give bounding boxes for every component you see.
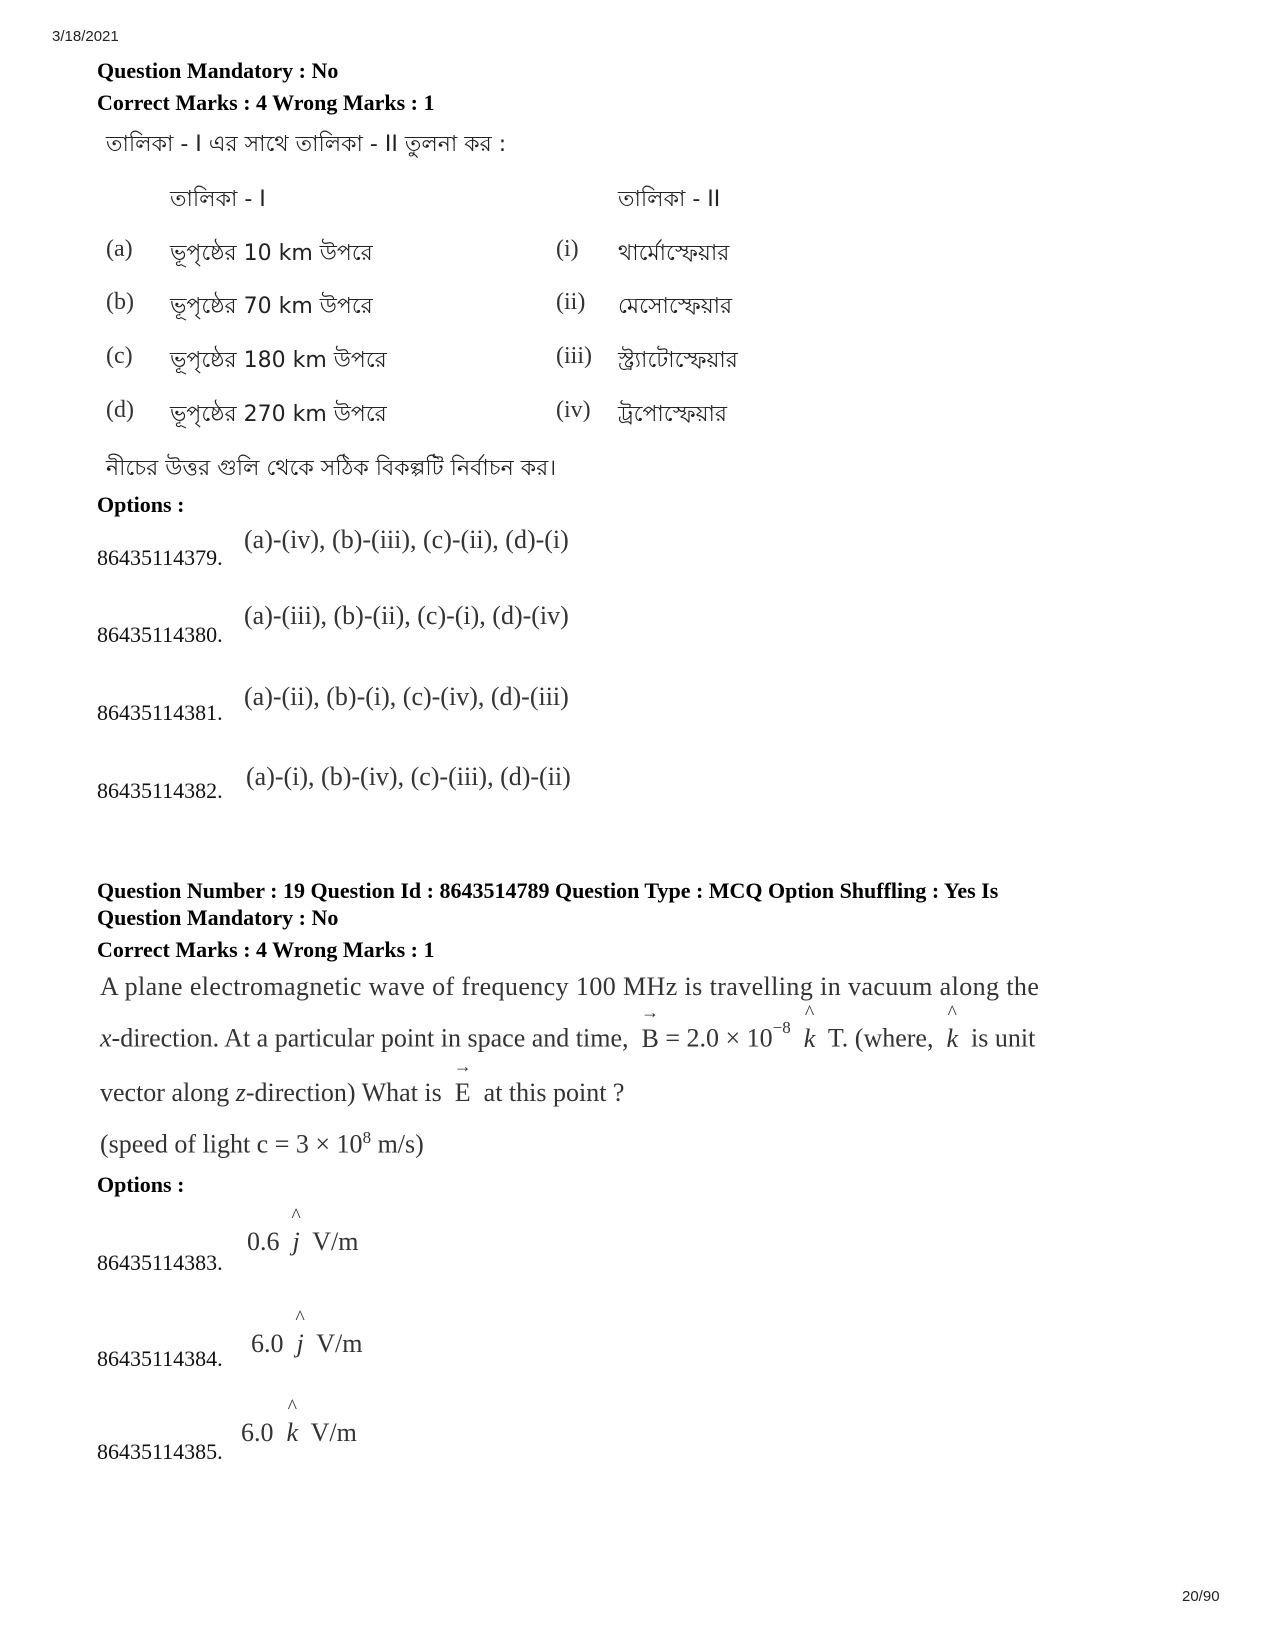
list2-heading: তালিকা - II xyxy=(618,187,721,212)
e-vector-symbol: → E xyxy=(455,1078,471,1108)
option-value: 0.6 xyxy=(247,1227,280,1256)
row-iv-text: ট্রপোস্ফেয়ার xyxy=(618,402,728,427)
b-vector-symbol: → B xyxy=(642,1024,659,1054)
option-id: 86435114382. xyxy=(97,778,223,803)
q19-line-3-mid: -direction) What is xyxy=(245,1078,442,1107)
row-b-text: ভূপৃষ্ঠের 70 km উপরে xyxy=(170,294,373,319)
q18-options-label: Options : xyxy=(97,492,185,517)
q19-line-3-text: vector along xyxy=(100,1078,230,1107)
option-id: 86435114384. xyxy=(97,1346,223,1371)
speed-of-light-text: (speed of light c = 3 × 10 xyxy=(100,1129,363,1159)
z-var: z xyxy=(235,1078,246,1107)
row-a-text: ভূপৃষ্ঠের 10 km উপরে xyxy=(170,241,373,266)
option-text[interactable]: (a)-(iv), (b)-(iii), (c)-(ii), (d)-(i) xyxy=(244,525,569,554)
print-date: 3/18/2021 xyxy=(52,28,119,45)
option-unit: V/m xyxy=(316,1329,363,1358)
q18-prompt: তালিকা - I এর সাথে তালিকা - II তুলনা কর : xyxy=(106,132,507,157)
q19-mandatory: Question Mandatory : No xyxy=(97,905,339,930)
row-d-label: (d) xyxy=(106,397,134,423)
option-text[interactable] xyxy=(241,1418,357,1448)
j-hat-symbol: ^ j xyxy=(293,1227,300,1257)
q19-line-1: A plane electromagnetic wave of frequency 100 MHz is travelling in vacuum along the xyxy=(100,972,1040,1001)
option-unit: V/m xyxy=(312,1227,359,1256)
option-text[interactable] xyxy=(251,1329,363,1359)
row-i-label: (i) xyxy=(556,236,579,262)
option-text[interactable]: (a)-(i), (b)-(iv), (c)-(iii), (d)-(ii) xyxy=(246,762,571,791)
q19-header: Question Number : 19 Question Id : 8643514789 Question Type : MCQ Option Shuffling : Yes Is xyxy=(97,878,999,903)
q19-line-2-tail: T. (where, xyxy=(827,1023,934,1053)
q19-options-label: Options : xyxy=(97,1172,185,1197)
q19-line-2-text: -direction. At a particular point in space and time, xyxy=(111,1023,629,1053)
list1-heading: তালিকা - I xyxy=(170,187,266,212)
q18-instruction: নীচের উত্তর গুলি থেকে সঠিক বিকল্পটি নির্বাচন কর। xyxy=(106,456,557,481)
row-c-label: (c) xyxy=(106,343,133,369)
option-id: 86435114380. xyxy=(97,622,223,647)
option-id: 86435114383. xyxy=(97,1250,223,1275)
option-unit: V/m xyxy=(310,1418,357,1447)
row-iii-text: স্ট্র্যাটোস্ফেয়ার xyxy=(618,348,738,373)
exponent: −8 xyxy=(772,1018,791,1037)
option-id: 86435114385. xyxy=(97,1439,223,1464)
row-c-text: ভূপৃষ্ঠের 180 km উপরে xyxy=(170,348,387,373)
q19-line-3-end: at this point ? xyxy=(483,1078,625,1107)
page-number: 20/90 xyxy=(1182,1588,1220,1605)
option-id: 86435114379. xyxy=(97,545,223,570)
option-text[interactable]: (a)-(iii), (b)-(ii), (c)-(i), (d)-(iv) xyxy=(244,601,569,630)
speed-exponent: 8 xyxy=(362,1128,372,1147)
k-hat-symbol: ^ k xyxy=(287,1418,299,1448)
k-hat-symbol: ^ k xyxy=(804,1024,816,1054)
q19-marks: Correct Marks : 4 Wrong Marks : 1 xyxy=(97,937,435,962)
q19-line-2 xyxy=(100,1018,1036,1054)
option-value: 6.0 xyxy=(251,1329,284,1358)
speed-unit: m/s) xyxy=(371,1129,424,1159)
q19-line-3 xyxy=(100,1078,624,1108)
row-a-label: (a) xyxy=(106,236,133,262)
row-b-label: (b) xyxy=(106,289,134,315)
x-var: x xyxy=(100,1023,112,1053)
option-text[interactable] xyxy=(247,1227,359,1257)
row-i-text: থার্মোস্ফেয়ার xyxy=(618,241,730,266)
q18-mandatory: Question Mandatory : No xyxy=(97,58,339,83)
q19-line-2-end: is unit xyxy=(971,1023,1036,1053)
j-hat-symbol: ^ j xyxy=(297,1329,304,1359)
q18-marks: Correct Marks : 4 Wrong Marks : 1 xyxy=(97,90,435,115)
row-ii-text: মেসোস্ফেয়ার xyxy=(618,294,733,319)
row-ii-label: (ii) xyxy=(556,289,586,315)
equation-mid: = 2.0 × 10 xyxy=(665,1023,773,1053)
k-hat-symbol-2: ^ k xyxy=(946,1024,958,1054)
row-iv-label: (iv) xyxy=(556,397,591,423)
option-text[interactable]: (a)-(ii), (b)-(i), (c)-(iv), (d)-(iii) xyxy=(244,682,569,711)
option-value: 6.0 xyxy=(241,1418,274,1447)
row-iii-label: (iii) xyxy=(556,343,592,369)
option-id: 86435114381. xyxy=(97,700,223,725)
q19-line-4 xyxy=(100,1128,424,1160)
row-d-text: ভূপৃষ্ঠের 270 km উপরে xyxy=(170,402,387,427)
